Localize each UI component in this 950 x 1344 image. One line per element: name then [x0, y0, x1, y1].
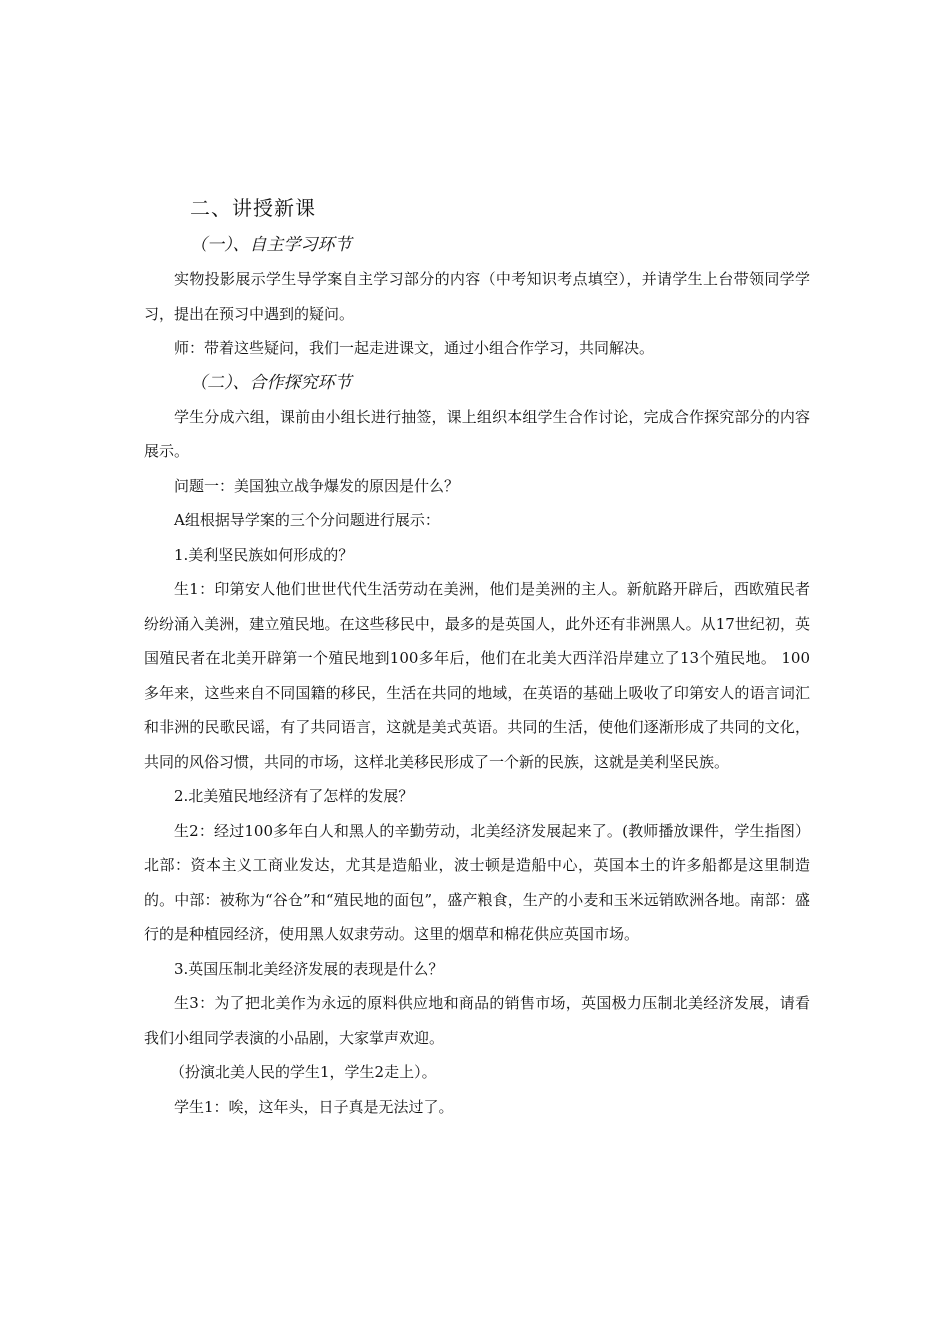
subsection-heading-cooperative: （二）、合作探究环节 — [190, 372, 352, 393]
group-a-intro: A组根据导学案的三个分问题进行展示： — [174, 511, 440, 529]
answer-student-2: 生2：经过100多年白人和黑人的辛勤劳动，北美经济发展起来了。(教师播放课件，学生指图）北部：资本主义工商业发达，尤其是造船业，波士顿是造船中心，英国本土的许多船都是这里制造的。中部：被称为“谷仓”和“殖民地的面包”，盛产粮食，生产的小麦和玉米远销欧洲各地。南部：盛行的是种植园经济，使用黑人奴隶劳动。这里的烟草和棉花供应英国市场。 — [144, 821, 810, 943]
subsection-heading-self-study: （一）、自主学习环节 — [190, 235, 352, 255]
document-page — [144, 188, 810, 1124]
paragraph-teacher-remark: 师：带着这些疑问，我们一起走进课文，通过小组合作学习，共同解决。 — [174, 339, 655, 357]
dialogue-line-student-1: 学生1：唉，这年头，日子真是无法过了。 — [174, 1097, 454, 1116]
sub-question-1: 1.美利坚民族如何形成的？ — [174, 545, 354, 564]
section-heading: 二、讲授新课 — [190, 196, 316, 220]
answer-student-3: 生3：为了把北美作为永远的原料供应地和商品的销售市场，英国极力压制北美经济发展，请看我们小组同学表演的小品剧，大家掌声欢迎。 — [144, 994, 810, 1047]
sub-question-3: 3.英国压制北美经济发展的表现是什么？ — [174, 959, 444, 978]
answer-student-1: 生1：印第安人他们世世代代生活劳动在美洲，他们是美洲的主人。新航路开辟后，西欧殖民者纷纷涌入美洲，建立殖民地。在这些移民中，最多的是英国人，此外还有非洲黑人。从17世纪初，英国殖民者在北美开辟第一个殖民地到100多年后，他们在北美大西洋沿岸建立了13个殖民地。 100多年来，这些来自不同国籍的移民，生活在共同的地域，在英语的基础上吸收了印第安人的语言词汇和非洲的民歌民谣，有了共同语言，这就是美式英语。共同的生活，使他们逐渐形成了共同的文化，共同的风俗习惯，共同的市场，这样北美移民形成了一个新的民族，这就是美利坚民族。 — [144, 580, 810, 771]
sub-question-2: 2.北美殖民地经济有了怎样的发展？ — [174, 787, 414, 805]
stage-direction: （扮演北美人民的学生1，学生2走上）。 — [170, 1063, 437, 1081]
paragraph-self-study: 实物投影展示学生导学案自主学习部分的内容（中考知识考点填空），并请学生上台带领同学学习，提出在预习中遇到的疑问。 — [144, 270, 810, 323]
question-one: 问题一：美国独立战争爆发的原因是什么？ — [174, 476, 460, 495]
paragraph-groups: 学生分成六组，课前由小组长进行抽签，课上组织本组学生合作讨论，完成合作探究部分的内容展示。 — [144, 407, 810, 460]
